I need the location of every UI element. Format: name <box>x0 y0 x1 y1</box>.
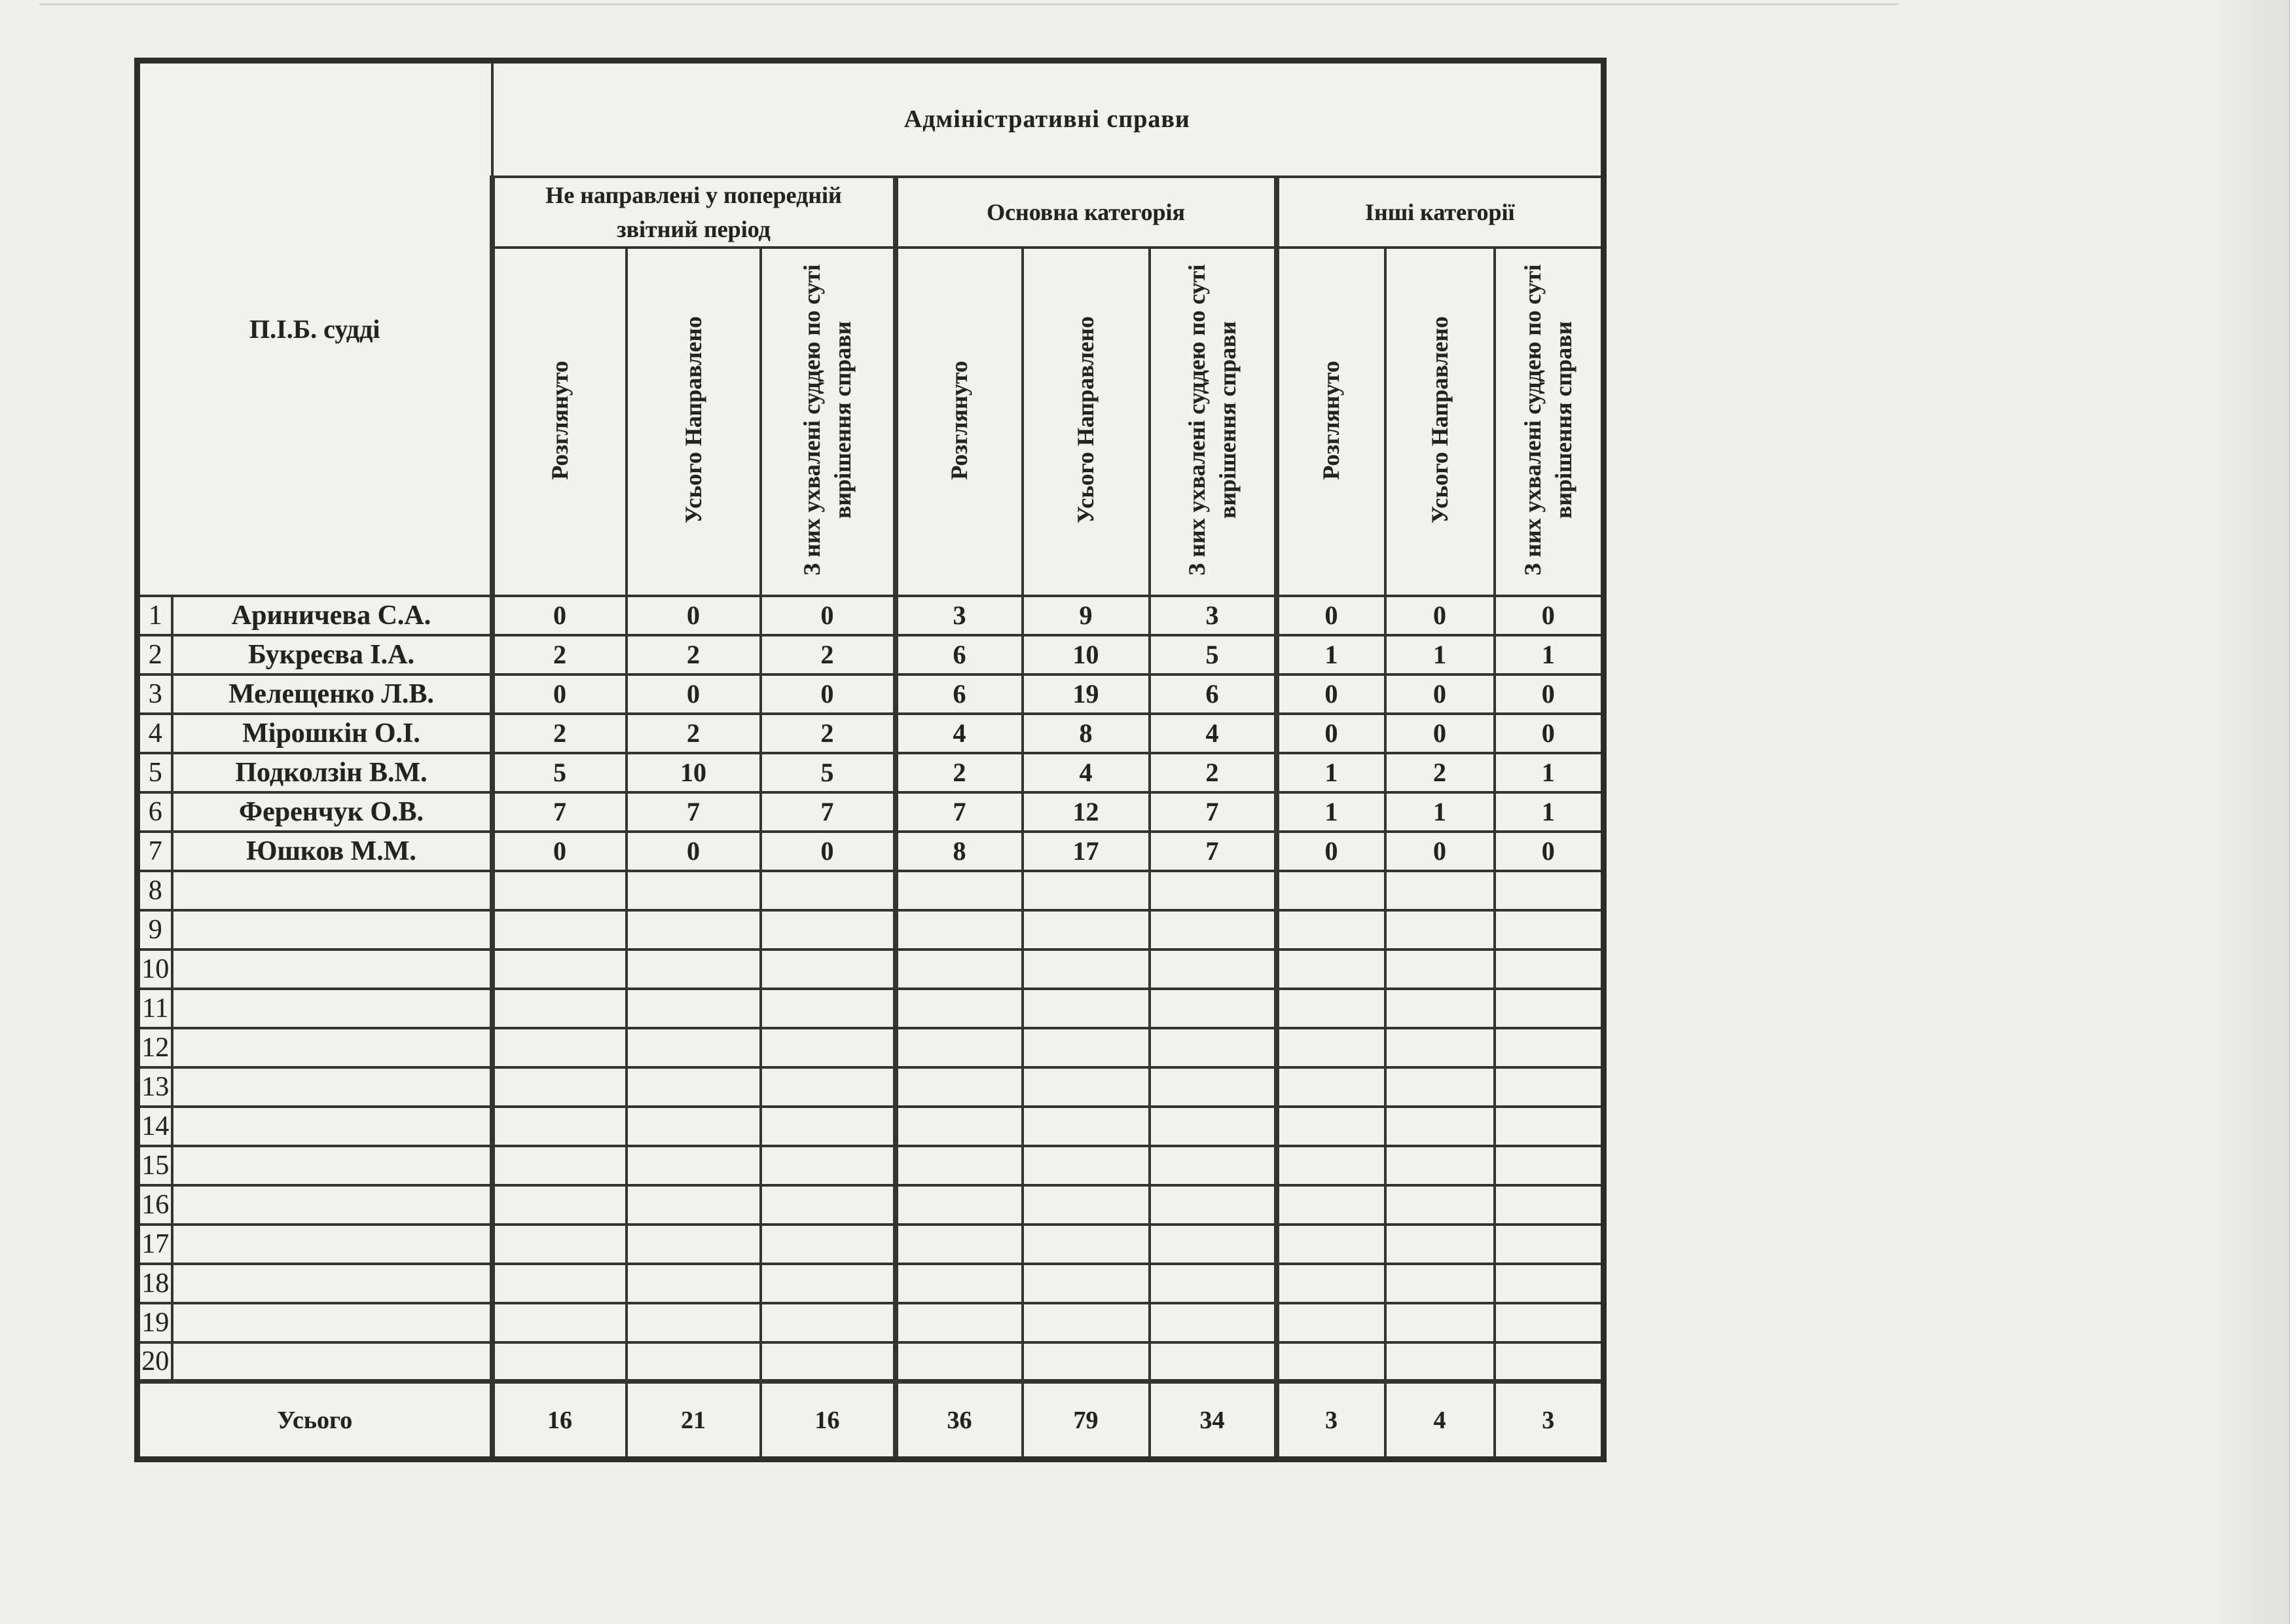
judge-name-cell: Ариничева С.А. <box>172 596 492 635</box>
row-number-cell: 19 <box>137 1303 172 1342</box>
total-value-cell: 3 <box>1277 1382 1385 1460</box>
column-header-decided-on-merits-g3 <box>1495 248 1604 596</box>
value-cell <box>492 989 627 1028</box>
value-cell <box>492 910 627 950</box>
total-value-cell: 3 <box>1495 1382 1604 1460</box>
column-header-decided-on-merits-g1 <box>761 248 896 596</box>
value-cell: 1 <box>1277 753 1385 792</box>
value-cell: 0 <box>1385 596 1495 635</box>
table-row <box>137 989 1604 1028</box>
value-cell <box>1023 1225 1150 1264</box>
value-cell: 1 <box>1385 635 1495 674</box>
value-cell <box>1150 1146 1277 1185</box>
value-cell: 5 <box>1150 635 1277 674</box>
judge-name-cell <box>172 1107 492 1146</box>
value-cell <box>896 1028 1023 1067</box>
judge-name-cell <box>172 871 492 910</box>
value-cell <box>1150 1342 1277 1382</box>
header-pib-suddi: П.І.Б. судді <box>137 61 492 596</box>
table-row <box>137 1264 1604 1303</box>
value-cell <box>1023 1303 1150 1342</box>
table-row <box>137 950 1604 989</box>
value-cell: 12 <box>1023 792 1150 832</box>
value-cell <box>761 989 896 1028</box>
value-cell: 2 <box>1385 753 1495 792</box>
title-row <box>137 61 1604 177</box>
column-header-considered-g2 <box>896 248 1023 596</box>
value-cell <box>627 1342 761 1382</box>
group-header-other-categories <box>1277 177 1604 248</box>
value-cell <box>1385 1028 1495 1067</box>
value-cell: 19 <box>1023 674 1150 714</box>
value-cell <box>1023 950 1150 989</box>
value-cell <box>896 1342 1023 1382</box>
row-number-cell: 1 <box>137 596 172 635</box>
value-cell <box>1023 1342 1150 1382</box>
judge-name-cell <box>172 1185 492 1225</box>
total-label-cell: Усього <box>137 1382 492 1460</box>
value-cell: 0 <box>1385 714 1495 753</box>
table-row <box>137 635 1604 674</box>
value-cell: 2 <box>761 635 896 674</box>
value-cell <box>1150 1028 1277 1067</box>
row-number-cell: 18 <box>137 1264 172 1303</box>
table-row <box>137 910 1604 950</box>
judge-name-cell: Ференчук О.В. <box>172 792 492 832</box>
table-row <box>137 1185 1604 1225</box>
judge-name-cell <box>172 950 492 989</box>
value-cell <box>492 950 627 989</box>
group-header-main-category <box>896 177 1277 248</box>
value-cell: 0 <box>1385 832 1495 871</box>
value-cell <box>627 1146 761 1185</box>
column-header-total-sent-g1 <box>627 248 761 596</box>
value-cell: 2 <box>492 635 627 674</box>
table-row <box>137 1303 1604 1342</box>
value-cell <box>896 1303 1023 1342</box>
value-cell <box>627 871 761 910</box>
value-cell: 3 <box>1150 596 1277 635</box>
value-cell <box>1385 871 1495 910</box>
table-row <box>137 1028 1604 1067</box>
value-cell: 7 <box>1150 832 1277 871</box>
column-header-total-sent-g2 <box>1023 248 1150 596</box>
table-row <box>137 674 1604 714</box>
value-cell <box>896 1107 1023 1146</box>
value-cell <box>492 1264 627 1303</box>
value-cell: 1 <box>1495 792 1604 832</box>
value-cell <box>1150 871 1277 910</box>
value-cell <box>1150 1225 1277 1264</box>
column-header-label: З них ухвалені суддею по суті вирішення справи <box>1183 264 1241 576</box>
value-cell <box>627 1303 761 1342</box>
value-cell: 0 <box>1277 596 1385 635</box>
value-cell <box>761 1028 896 1067</box>
value-cell <box>896 950 1023 989</box>
column-header-total-sent-g3 <box>1385 248 1495 596</box>
statistics-table <box>134 58 1607 1462</box>
value-cell: 1 <box>1385 792 1495 832</box>
value-cell <box>1495 871 1604 910</box>
table-row <box>137 714 1604 753</box>
value-cell <box>627 1107 761 1146</box>
value-cell <box>492 1185 627 1225</box>
value-cell <box>492 1107 627 1146</box>
value-cell: 2 <box>627 635 761 674</box>
value-cell <box>1495 1342 1604 1382</box>
column-header-label: З них ухвалені суддею по суті вирішення справи <box>1519 264 1576 576</box>
value-cell <box>896 1264 1023 1303</box>
value-cell <box>761 1107 896 1146</box>
value-cell <box>492 1225 627 1264</box>
value-cell: 10 <box>1023 635 1150 674</box>
total-value-cell: 34 <box>1150 1382 1277 1460</box>
value-cell <box>1023 1028 1150 1067</box>
total-row <box>137 1382 1604 1460</box>
value-cell <box>761 1225 896 1264</box>
table-row <box>137 1067 1604 1107</box>
value-cell: 0 <box>1385 674 1495 714</box>
group-header-label: Інші категорії <box>1365 198 1515 225</box>
value-cell: 7 <box>896 792 1023 832</box>
value-cell <box>1277 1146 1385 1185</box>
value-cell <box>1150 1067 1277 1107</box>
value-cell: 2 <box>761 714 896 753</box>
row-number-cell: 9 <box>137 910 172 950</box>
table-row <box>137 792 1604 832</box>
row-number-cell: 13 <box>137 1067 172 1107</box>
value-cell: 1 <box>1495 753 1604 792</box>
value-cell <box>1277 1028 1385 1067</box>
judge-name-cell <box>172 1146 492 1185</box>
total-value-cell: 36 <box>896 1382 1023 1460</box>
value-cell: 10 <box>627 753 761 792</box>
row-number-cell: 5 <box>137 753 172 792</box>
value-cell <box>1495 1028 1604 1067</box>
value-cell: 4 <box>896 714 1023 753</box>
value-cell: 6 <box>1150 674 1277 714</box>
value-cell <box>627 1185 761 1225</box>
value-cell <box>492 1342 627 1382</box>
value-cell <box>1150 1303 1277 1342</box>
value-cell <box>1385 1185 1495 1225</box>
value-cell <box>896 1225 1023 1264</box>
column-header-decided-on-merits-g2 <box>1150 248 1277 596</box>
judge-name-cell <box>172 1067 492 1107</box>
value-cell: 4 <box>1150 714 1277 753</box>
value-cell: 2 <box>492 714 627 753</box>
value-cell: 7 <box>627 792 761 832</box>
value-cell: 0 <box>1277 674 1385 714</box>
value-cell <box>1150 1107 1277 1146</box>
scan-shadow-right <box>2211 0 2296 1624</box>
value-cell <box>1150 910 1277 950</box>
value-cell <box>1495 1107 1604 1146</box>
value-cell <box>761 871 896 910</box>
value-cell: 0 <box>492 674 627 714</box>
row-number-cell: 6 <box>137 792 172 832</box>
value-cell <box>1150 989 1277 1028</box>
table-row <box>137 832 1604 871</box>
value-cell <box>627 1225 761 1264</box>
value-cell: 1 <box>1277 792 1385 832</box>
value-cell <box>896 1146 1023 1185</box>
value-cell <box>1023 1067 1150 1107</box>
judge-rows <box>137 596 1604 1382</box>
value-cell <box>1385 950 1495 989</box>
value-cell <box>1385 1107 1495 1146</box>
value-cell <box>1495 989 1604 1028</box>
value-cell <box>1023 1107 1150 1146</box>
value-cell <box>761 1185 896 1225</box>
column-header-label: Розглянуто <box>946 360 973 480</box>
value-cell <box>1385 1225 1495 1264</box>
value-cell: 3 <box>896 596 1023 635</box>
table-row <box>137 1342 1604 1382</box>
value-cell: 0 <box>492 832 627 871</box>
value-cell: 5 <box>492 753 627 792</box>
value-cell: 0 <box>627 596 761 635</box>
table-title: Адміністративні справи <box>492 61 1604 177</box>
value-cell: 1 <box>1495 635 1604 674</box>
value-cell <box>896 1185 1023 1225</box>
group-header-not-sent-previous-period <box>492 177 896 248</box>
value-cell <box>1495 1146 1604 1185</box>
value-cell <box>1385 910 1495 950</box>
value-cell <box>627 1067 761 1107</box>
value-cell: 2 <box>1150 753 1277 792</box>
value-cell <box>1385 1303 1495 1342</box>
row-number-cell: 15 <box>137 1146 172 1185</box>
judge-name-cell: Юшков М.М. <box>172 832 492 871</box>
value-cell <box>1385 1146 1495 1185</box>
value-cell <box>1495 1303 1604 1342</box>
judge-name-cell <box>172 1342 492 1382</box>
row-number-cell: 16 <box>137 1185 172 1225</box>
value-cell: 7 <box>761 792 896 832</box>
scan-edge-top <box>39 3 1899 5</box>
value-cell <box>1495 910 1604 950</box>
value-cell <box>1277 910 1385 950</box>
table-row <box>137 753 1604 792</box>
value-cell: 8 <box>1023 714 1150 753</box>
value-cell <box>1385 1264 1495 1303</box>
value-cell: 2 <box>896 753 1023 792</box>
value-cell <box>1495 1264 1604 1303</box>
row-number-cell: 20 <box>137 1342 172 1382</box>
value-cell: 4 <box>1023 753 1150 792</box>
value-cell: 8 <box>896 832 1023 871</box>
table-row <box>137 1107 1604 1146</box>
value-cell: 0 <box>1495 596 1604 635</box>
value-cell: 7 <box>492 792 627 832</box>
value-cell <box>896 1067 1023 1107</box>
value-cell <box>1277 1107 1385 1146</box>
judge-name-cell: Мірошкін О.І. <box>172 714 492 753</box>
value-cell <box>1023 910 1150 950</box>
value-cell: 6 <box>896 635 1023 674</box>
total-value-cell: 79 <box>1023 1382 1150 1460</box>
value-cell <box>1277 989 1385 1028</box>
value-cell <box>627 1264 761 1303</box>
judge-name-cell: Подколзін В.М. <box>172 753 492 792</box>
value-cell <box>1277 871 1385 910</box>
value-cell <box>1150 1185 1277 1225</box>
value-cell: 0 <box>492 596 627 635</box>
value-cell <box>1277 1303 1385 1342</box>
value-cell: 0 <box>761 674 896 714</box>
value-cell <box>1495 1067 1604 1107</box>
judge-name-cell: Мелещенко Л.В. <box>172 674 492 714</box>
value-cell <box>1277 1225 1385 1264</box>
table-row <box>137 1146 1604 1185</box>
value-cell <box>627 1028 761 1067</box>
value-cell <box>1277 1185 1385 1225</box>
value-cell <box>492 871 627 910</box>
total-value-cell: 21 <box>627 1382 761 1460</box>
value-cell: 5 <box>761 753 896 792</box>
judge-name-cell: Букреєва І.А. <box>172 635 492 674</box>
value-cell: 0 <box>627 832 761 871</box>
value-cell <box>1495 950 1604 989</box>
value-cell <box>1150 1264 1277 1303</box>
value-cell <box>492 1146 627 1185</box>
judge-name-cell <box>172 989 492 1028</box>
column-header-label: Усього Направлено <box>1072 316 1099 524</box>
value-cell: 0 <box>761 596 896 635</box>
table-row <box>137 871 1604 910</box>
value-cell: 0 <box>1495 832 1604 871</box>
row-number-cell: 11 <box>137 989 172 1028</box>
value-cell <box>1495 1185 1604 1225</box>
value-cell <box>1277 950 1385 989</box>
total-value-cell: 16 <box>761 1382 896 1460</box>
scan-edge-right <box>2289 0 2296 1624</box>
column-header-label: Розглянуто <box>546 360 573 480</box>
value-cell <box>761 1342 896 1382</box>
value-cell <box>627 910 761 950</box>
group-header-label: Не направлені у попередній звітний період <box>545 181 842 242</box>
value-cell <box>896 871 1023 910</box>
value-cell <box>1023 871 1150 910</box>
column-header-label: Усього Направлено <box>1426 316 1453 524</box>
value-cell <box>1023 1146 1150 1185</box>
judge-name-cell <box>172 1264 492 1303</box>
value-cell <box>761 1303 896 1342</box>
column-header-considered-g3 <box>1277 248 1385 596</box>
value-cell <box>1150 950 1277 989</box>
value-cell <box>1385 989 1495 1028</box>
value-cell: 0 <box>1277 832 1385 871</box>
column-header-label: З них ухвалені суддею по суті вирішення справи <box>798 264 856 576</box>
value-cell <box>761 950 896 989</box>
value-cell <box>761 910 896 950</box>
row-number-cell: 14 <box>137 1107 172 1146</box>
value-cell <box>1023 989 1150 1028</box>
value-cell: 6 <box>896 674 1023 714</box>
row-number-cell: 4 <box>137 714 172 753</box>
value-cell <box>896 989 1023 1028</box>
value-cell: 2 <box>627 714 761 753</box>
value-cell <box>761 1146 896 1185</box>
table-row <box>137 1225 1604 1264</box>
row-number-cell: 12 <box>137 1028 172 1067</box>
value-cell <box>896 910 1023 950</box>
value-cell: 0 <box>1277 714 1385 753</box>
row-number-cell: 7 <box>137 832 172 871</box>
column-header-considered-g1 <box>492 248 627 596</box>
judge-name-cell <box>172 1303 492 1342</box>
value-cell <box>1385 1342 1495 1382</box>
value-cell <box>1385 1067 1495 1107</box>
value-cell: 7 <box>1150 792 1277 832</box>
row-number-cell: 8 <box>137 871 172 910</box>
value-cell <box>492 1028 627 1067</box>
value-cell: 9 <box>1023 596 1150 635</box>
value-cell <box>1495 1225 1604 1264</box>
value-cell <box>627 950 761 989</box>
total-value-cell: 4 <box>1385 1382 1495 1460</box>
value-cell: 17 <box>1023 832 1150 871</box>
row-number-cell: 17 <box>137 1225 172 1264</box>
judge-name-cell <box>172 1028 492 1067</box>
value-cell: 0 <box>1495 714 1604 753</box>
value-cell: 1 <box>1277 635 1385 674</box>
value-cell: 0 <box>627 674 761 714</box>
value-cell <box>492 1303 627 1342</box>
column-header-label: Розглянуто <box>1318 360 1345 480</box>
value-cell <box>1023 1264 1150 1303</box>
group-header-label: Основна категорія <box>987 198 1185 225</box>
value-cell <box>761 1067 896 1107</box>
value-cell <box>492 1067 627 1107</box>
value-cell <box>1277 1342 1385 1382</box>
judge-name-cell <box>172 910 492 950</box>
value-cell <box>1277 1067 1385 1107</box>
value-cell <box>1277 1264 1385 1303</box>
total-value-cell: 16 <box>492 1382 627 1460</box>
column-header-label: Усього Направлено <box>680 316 706 524</box>
judge-name-cell <box>172 1225 492 1264</box>
value-cell <box>627 989 761 1028</box>
row-number-cell: 10 <box>137 950 172 989</box>
table-row <box>137 596 1604 635</box>
row-number-cell: 2 <box>137 635 172 674</box>
value-cell <box>761 1264 896 1303</box>
value-cell: 0 <box>761 832 896 871</box>
value-cell: 0 <box>1495 674 1604 714</box>
row-number-cell: 3 <box>137 674 172 714</box>
value-cell <box>1023 1185 1150 1225</box>
